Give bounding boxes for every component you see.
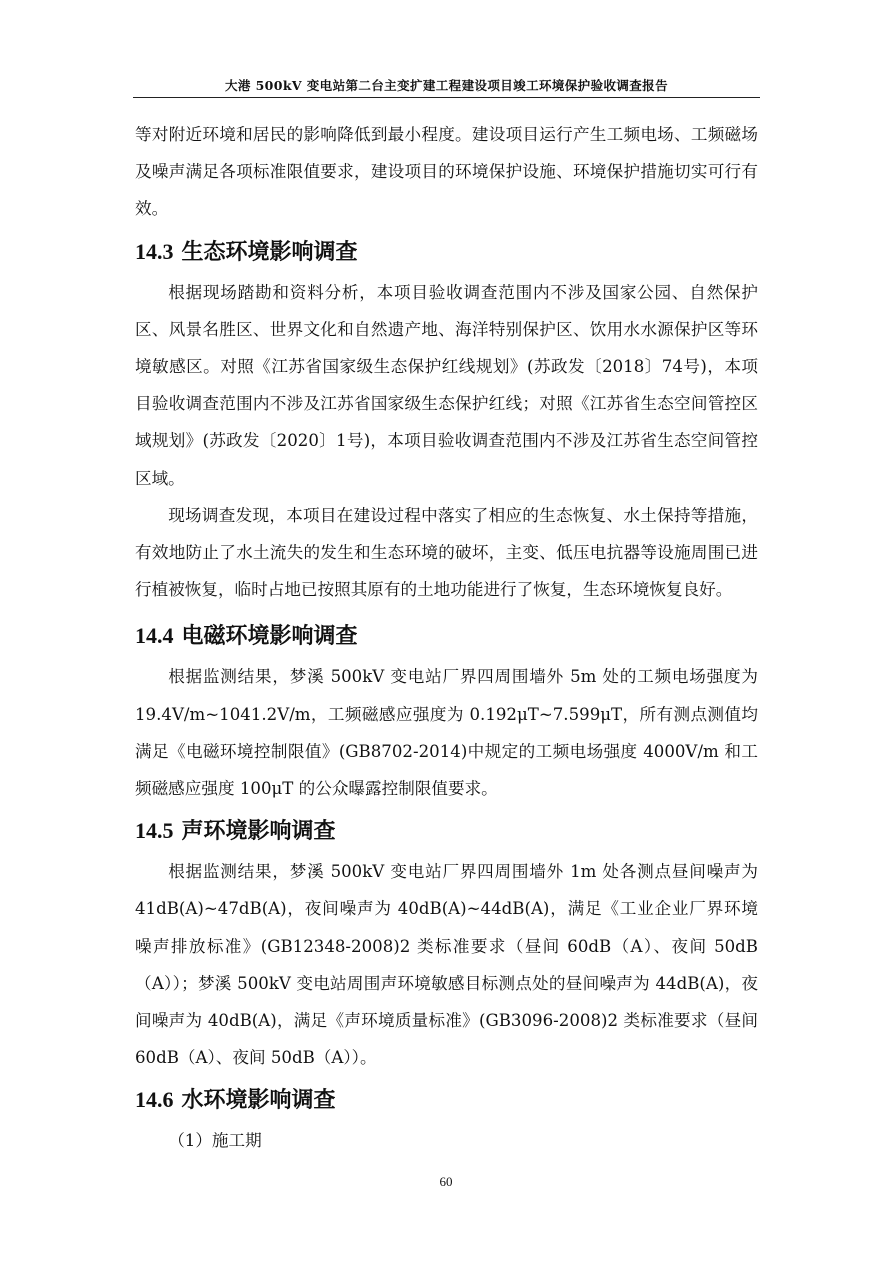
header-divider — [133, 97, 760, 98]
page-header-title: 大港 500kV 变电站第二台主变扩建工程建设项目竣工环境保护验收调查报告 — [225, 78, 668, 93]
section-heading-14-4 — [135, 614, 758, 658]
section-title: 生态环境影响调查 — [181, 238, 358, 265]
sub-item-construction-period: （1）施工期 — [168, 1131, 262, 1151]
section-title: 声环境影响调查 — [181, 818, 336, 845]
document-body — [135, 116, 758, 1160]
paragraph-electromagnetic: 根据监测结果，梦溪 500kV 变电站厂界四周围墙外 5m 处的工频电场强度为 19.4V/m~1041.2V/m，工频磁感应强度为 0.192μT~7.599μT，所有测点测值均满足《电磁环境控制限值》(GB8702-2014)中规定的工频电场强度 4000V/m 和工频磁感应强度 100μT 的公众曝露控制限值要求。 — [135, 667, 758, 799]
intro-continuation-paragraph: 等对附近环境和居民的影响降低到最小程度。建设项目运行产生工频电场、工频磁场及噪声满足各项标准限值要求，建设项目的环境保护设施、环境保护措施切实可行有效。 — [135, 125, 758, 219]
section-title: 水环境影响调查 — [181, 1087, 336, 1114]
page-number: 60 — [439, 1174, 453, 1189]
paragraph-ecology-2: 现场调查发现，本项目在建设过程中落实了相应的生态恢复、水土保持等措施，有效地防止了水土流失的发生和生态环境的破坏，主变、低压电抗器等设施周围已进行植被恢复，临时占地已按照其原有的土地功能进行了恢复，生态环境恢复良好。 — [135, 505, 758, 600]
section-heading-14-6 — [135, 1078, 758, 1122]
section-heading-14-3 — [135, 230, 758, 274]
section-title: 电磁环境影响调查 — [181, 623, 358, 650]
section-number: 14.4 — [135, 623, 174, 649]
section-heading-14-5 — [135, 809, 758, 853]
paragraph-ecology-1: 根据现场踏勘和资料分析，本项目验收调查范围内不涉及国家公园、自然保护区、风景名胜区、世界文化和自然遗产地、海洋特别保护区、饮用水水源保护区等环境敏感区。对照《江苏省国家级生态保护红线规划》(苏政发〔2018〕74号)，本项目验收调查范围内不涉及江苏省国家级生态保护红线；对照《江苏省生态空间管控区域规划》(苏政发〔2020〕1号)，本项目验收调查范围内不涉及江苏省生态空间管控区域。 — [135, 282, 758, 488]
section-number: 14.3 — [135, 238, 174, 264]
section-number: 14.5 — [135, 818, 174, 844]
section-number: 14.6 — [135, 1087, 174, 1113]
paragraph-acoustic: 根据监测结果，梦溪 500kV 变电站厂界四周围墙外 1m 处各测点昼间噪声为 41dB(A)~47dB(A)，夜间噪声为 40dB(A)~44dB(A)，满足《工业企业厂界环境噪声排放标准》(GB12348-2008)2 类标准要求（昼间 60dB（A）、夜间 50dB（A））；梦溪 500kV 变电站周围声环境敏感目标测点处的昼间噪声为 44dB(A)，夜间噪声为 40dB(A)，满足《声环境质量标准》(GB3096-2008)2 类标准要求（昼间 60dB（A）、夜间 50dB（A））。 — [135, 862, 758, 1068]
